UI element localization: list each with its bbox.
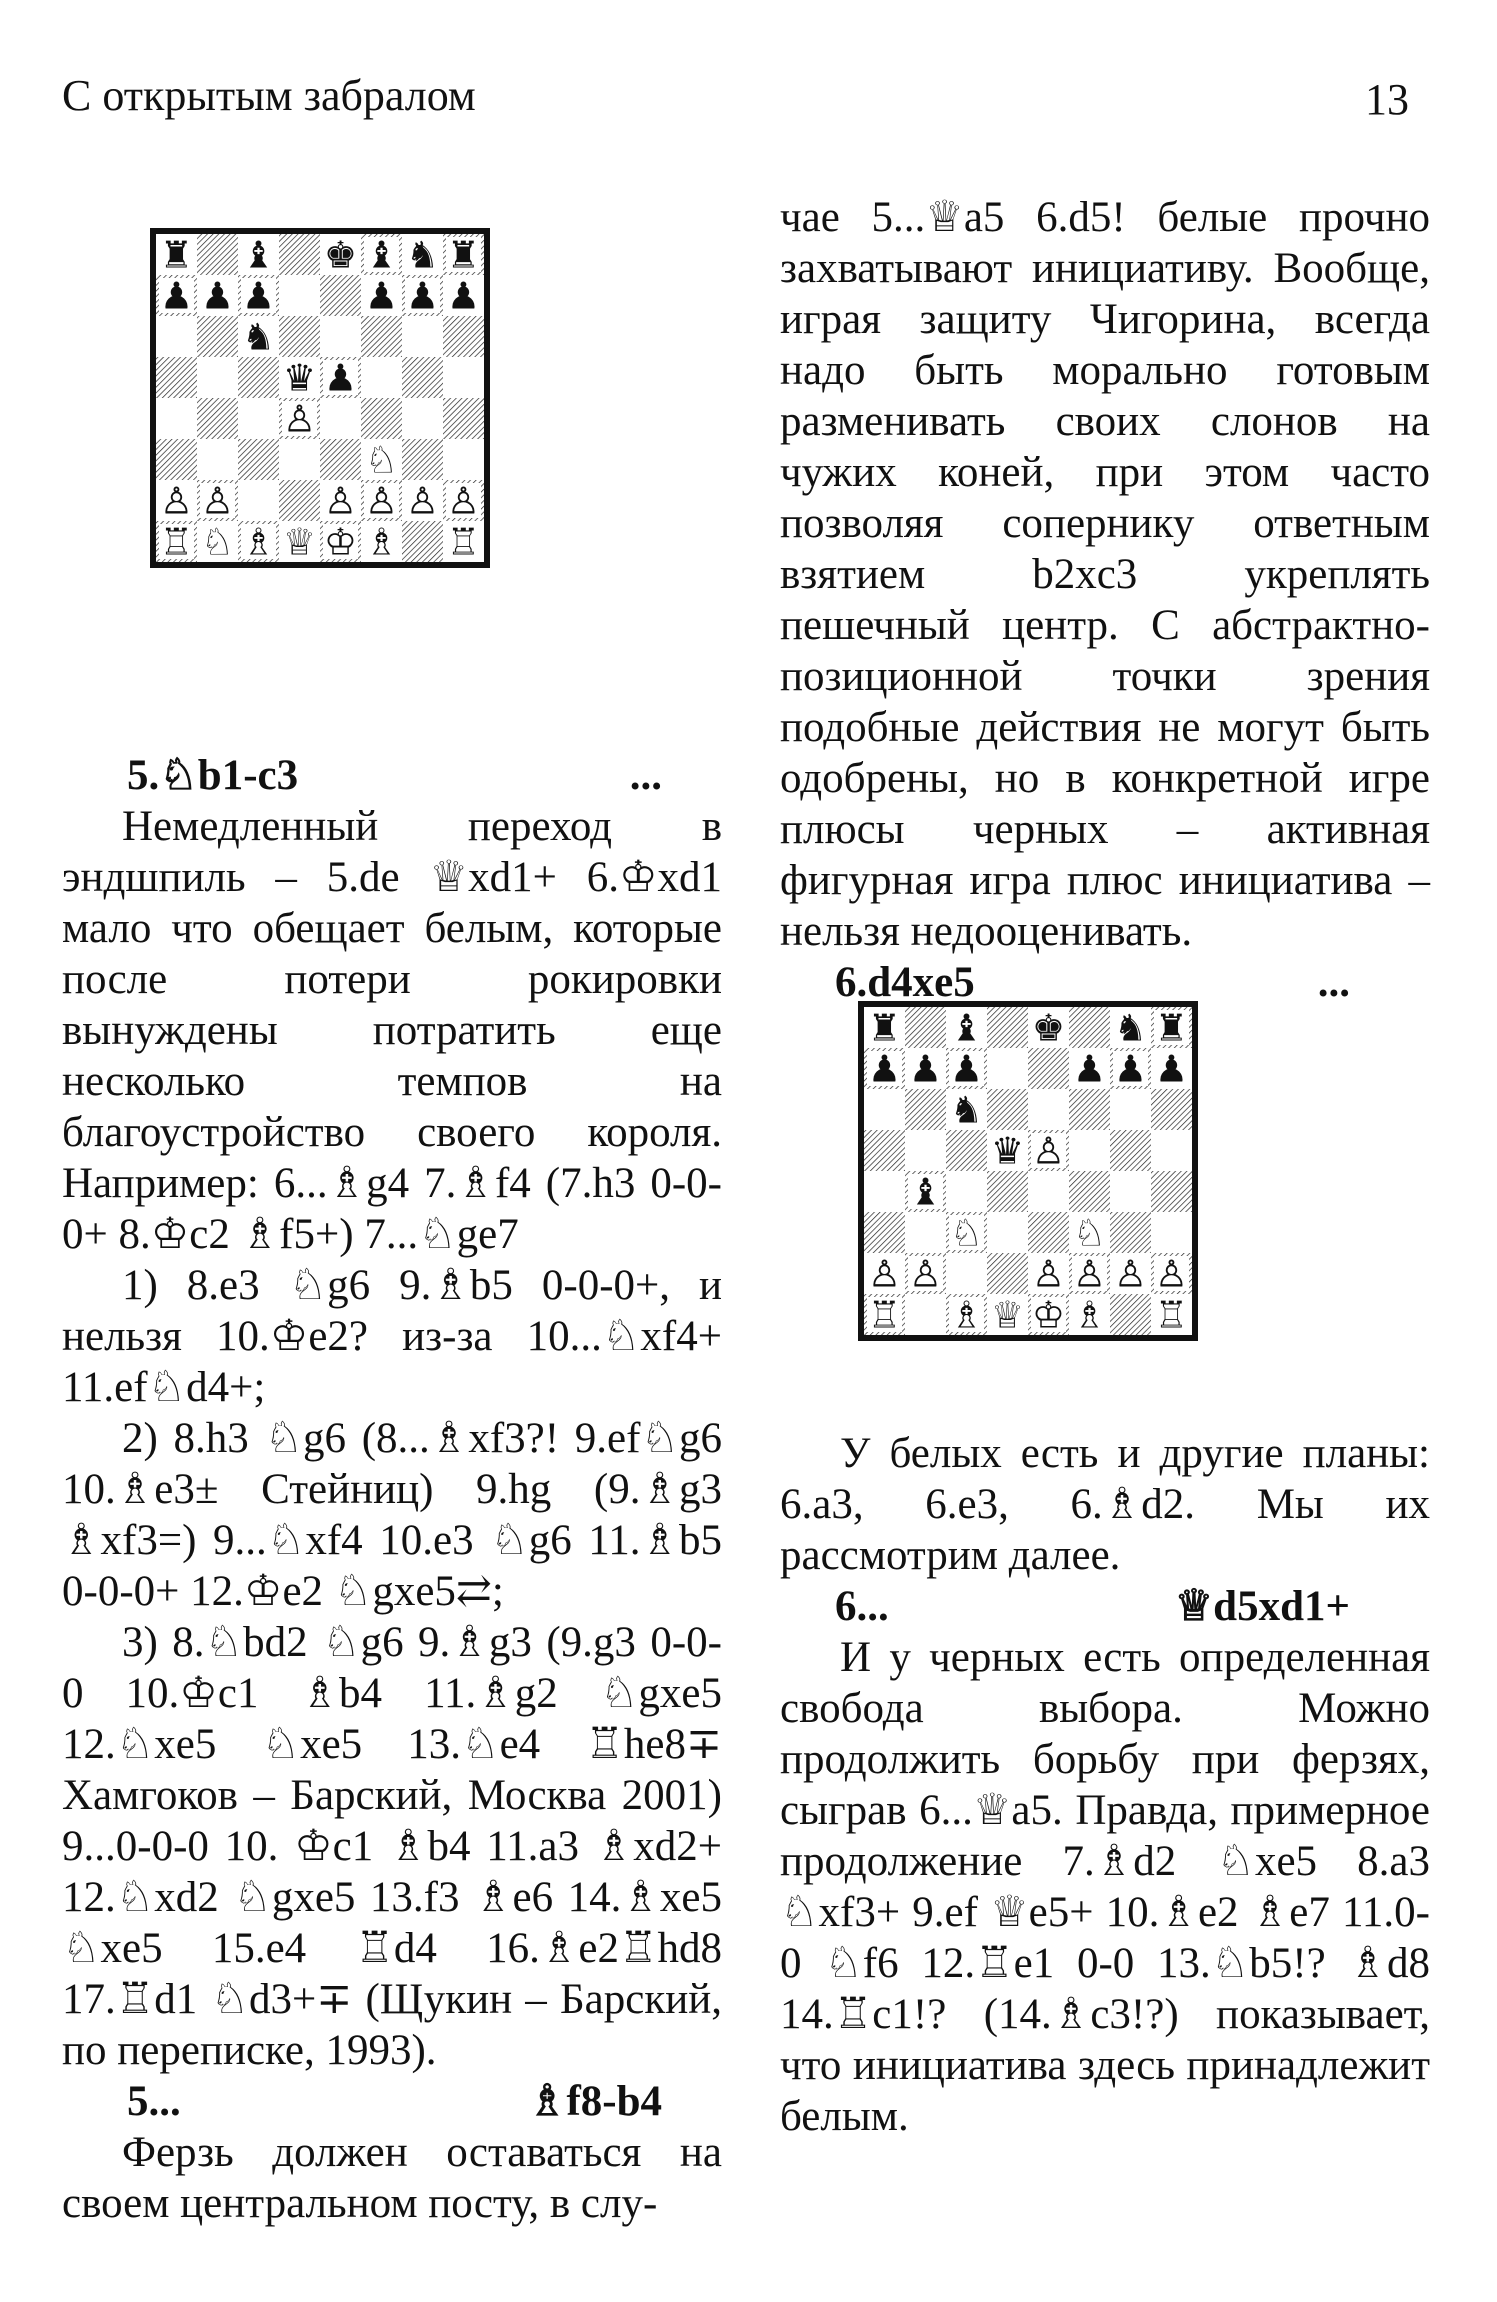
board-square <box>238 439 279 480</box>
white-pawn-icon: ♙ <box>908 1252 943 1296</box>
board-square <box>361 398 402 439</box>
board-square <box>197 357 238 398</box>
black-knight-icon: ♞ <box>949 1088 984 1132</box>
move-notation: ♗f8-b4 <box>527 2078 662 2125</box>
white-pawn-icon: ♙ <box>1031 1129 1066 1173</box>
black-bishop-icon: ♝ <box>241 234 276 277</box>
white-knight-icon: ♘ <box>1072 1211 1107 1255</box>
running-title: С открытым забралом <box>62 71 476 120</box>
board-square <box>156 439 197 480</box>
board-square <box>238 398 279 439</box>
white-pawn-icon: ♙ <box>200 479 235 523</box>
black-king-icon: ♚ <box>1031 1007 1066 1050</box>
board-square <box>279 439 320 480</box>
white-queen-icon: ♕ <box>282 520 317 562</box>
paragraph: У белых есть и другие планы: 6.a3, 6.e3, 6.♗d2. Мы их рассмотрим далее. <box>780 1430 1430 1579</box>
board-square <box>361 357 402 398</box>
board-square <box>402 398 443 439</box>
black-pawn-icon: ♟ <box>867 1047 902 1091</box>
board-square <box>197 234 238 275</box>
white-bishop-icon: ♗ <box>364 520 399 562</box>
board-square <box>197 316 238 357</box>
board-square <box>402 439 443 480</box>
move-notation: 6... <box>835 1583 889 1630</box>
board-square <box>156 398 197 439</box>
move-notation: 5.♘b1-c3 <box>127 752 299 799</box>
paragraph: Ферзь должен оставаться на своем центральном посту, в слу- <box>62 2129 722 2227</box>
board-square <box>443 398 484 439</box>
move-heading <box>780 957 1430 1008</box>
black-pawn-icon: ♟ <box>241 274 276 318</box>
board-square <box>402 357 443 398</box>
black-bishop-icon: ♝ <box>364 234 399 277</box>
move-heading <box>62 2076 722 2127</box>
board-square <box>156 357 197 398</box>
board-square <box>279 480 320 521</box>
black-knight-icon: ♞ <box>405 234 440 277</box>
board-square <box>156 316 197 357</box>
white-pawn-icon: ♙ <box>282 397 317 441</box>
move-notation: 5... <box>127 2078 181 2125</box>
board-square <box>279 234 320 275</box>
black-pawn-icon: ♟ <box>364 274 399 318</box>
board-square <box>320 398 361 439</box>
black-rook-icon: ♜ <box>1154 1007 1189 1050</box>
black-queen-icon: ♛ <box>990 1129 1025 1173</box>
move-heading <box>62 750 722 801</box>
white-king-icon: ♔ <box>323 520 358 562</box>
board-square <box>279 316 320 357</box>
paragraph: 2) 8.h3 ♘g6 (8...♗xf3?! 9.ef♘g6 10.♗e3± Стейниц) 9.hg (9.♗g3 ♗xf3=) 9...♘xf4 10.e3 ♘g6 11.♗b5 0-0-0+ 12.♔e2 ♘gxe5⇄; <box>62 1415 722 1615</box>
chess-diagram-1 <box>150 228 490 568</box>
white-rook-icon: ♖ <box>867 1293 902 1335</box>
black-bishop-icon: ♝ <box>908 1170 943 1214</box>
board-square <box>320 439 361 480</box>
paragraph: 3) 8.♘bd2 ♘g6 9.♗g3 (9.g3 0-0-0 10.♔c1 ♗b4 11.♗g2 ♘gxe5 12.♘xe5 ♘xe5 13.♘e4 ♖he8∓ Хамгоков – Барский, Москва 2001) 9...0-0-0 10. ♔c1 ♗b4 11.a3 ♗xd2+ 12.♘xd2 ♘gxe5 13.f3 ♗e6 14.♗xe5 ♘xe5 15.e4 ♖d4 16.♗e2♖hd8 17.♖d1 ♘d3+∓ (Щукин – Барский, по переписке, 1993). <box>62 1619 722 2074</box>
white-knight-icon: ♘ <box>364 438 399 482</box>
board-square <box>279 275 320 316</box>
black-pawn-icon: ♟ <box>1113 1047 1148 1091</box>
black-pawn-icon: ♟ <box>446 274 481 318</box>
move-heading <box>780 1581 1430 1632</box>
paragraph: Немедленный переход в эндшпиль – 5.de ♕xd1+ 6.♔xd1 мало что обещает белым, которые после потери рокировки вынуждены потратить еще несколько темпов на благоустройство своего короля. Например: 6...♗g4 7.♗f4 (7.h3 0-0-0+ 8.♔c2 ♗f5+) 7...♘ge7 <box>62 803 722 1258</box>
white-rook-icon: ♖ <box>446 520 481 562</box>
white-pawn-icon: ♙ <box>364 479 399 523</box>
white-pawn-icon: ♙ <box>1113 1252 1148 1296</box>
board-square <box>197 439 238 480</box>
white-bishop-icon: ♗ <box>949 1293 984 1335</box>
left-column <box>62 750 722 2229</box>
white-queen-icon: ♕ <box>990 1293 1025 1335</box>
board-square <box>361 316 402 357</box>
white-pawn-icon: ♙ <box>1031 1252 1066 1296</box>
white-pawn-icon: ♙ <box>323 479 358 523</box>
board-square <box>443 316 484 357</box>
black-pawn-icon: ♟ <box>1072 1047 1107 1091</box>
white-pawn-icon: ♙ <box>405 479 440 523</box>
white-pawn-icon: ♙ <box>1072 1252 1107 1296</box>
black-pawn-icon: ♟ <box>200 274 235 318</box>
white-pawn-icon: ♙ <box>867 1252 902 1296</box>
white-king-icon: ♔ <box>1031 1293 1066 1335</box>
right-column <box>780 192 1430 2142</box>
page-number: 13 <box>1365 75 1409 124</box>
white-pawn-icon: ♙ <box>1154 1252 1189 1296</box>
paragraph: И у черных есть определенная свобода выбора. Можно продолжить борьбу при ферзях, сыграв 6...♕a5. Правда, примерное продолжение 7.♗d2 ♘xe5 8.a3 ♘xf3+ 9.ef ♕e5+ 10.♗e2 ♗e7 11.0-0 ♘f6 12.♖e1 0-0 13.♘b5!? ♗d8 14.♖c1!? (14.♗c3!?) показывает, что инициатива здесь принадлежит белым. <box>780 1634 1430 2140</box>
white-bishop-icon: ♗ <box>1072 1293 1107 1335</box>
black-rook-icon: ♜ <box>867 1007 902 1050</box>
move-ellipsis: ... <box>629 752 662 799</box>
white-rook-icon: ♖ <box>1154 1293 1189 1335</box>
black-rook-icon: ♜ <box>159 234 194 277</box>
black-pawn-icon: ♟ <box>949 1047 984 1091</box>
black-pawn-icon: ♟ <box>323 356 358 400</box>
black-knight-icon: ♞ <box>1113 1007 1148 1050</box>
white-pawn-icon: ♙ <box>446 479 481 523</box>
black-rook-icon: ♜ <box>446 234 481 277</box>
white-knight-icon: ♘ <box>949 1211 984 1255</box>
paragraph: чае 5...♕a5 6.d5! белые прочно захватывают инициативу. Вообще, играя защиту Чигорина, всегда надо быть морально готовым разменивать своих слонов на чужих коней, при этом часто позволяя сопернику ответным взятием b2xc3 укреплять пешечный центр. С абстрактно-позиционной точки зрения подобные действия не могут быть одобрены, но в конкретной игре плюсы черных – активная фигурная игра плюс инициатива – нельзя недооценивать. <box>780 194 1430 955</box>
board-square <box>443 357 484 398</box>
black-pawn-icon: ♟ <box>405 274 440 318</box>
board-square <box>320 275 361 316</box>
black-queen-icon: ♛ <box>282 356 317 400</box>
white-pawn-icon: ♙ <box>159 479 194 523</box>
black-knight-icon: ♞ <box>241 315 276 359</box>
chess-board-1 <box>156 234 484 562</box>
move-ellipsis: ... <box>1317 959 1350 1006</box>
black-pawn-icon: ♟ <box>1154 1047 1189 1091</box>
white-bishop-icon: ♗ <box>241 520 276 562</box>
black-pawn-icon: ♟ <box>908 1047 943 1091</box>
board-square <box>402 521 443 562</box>
black-king-icon: ♚ <box>323 234 358 277</box>
board-square <box>402 316 443 357</box>
black-pawn-icon: ♟ <box>159 274 194 318</box>
board-square <box>238 480 279 521</box>
move-notation: ♕d5xd1+ <box>1174 1583 1350 1630</box>
board-square <box>320 316 361 357</box>
white-knight-icon: ♘ <box>200 520 235 562</box>
board-square <box>443 439 484 480</box>
paragraph: 1) 8.e3 ♘g6 9.♗b5 0-0-0+, и нельзя 10.♔e2? из-за 10...♘xf4+ 11.ef♘d4+; <box>62 1262 722 1411</box>
black-bishop-icon: ♝ <box>949 1007 984 1050</box>
board-square <box>197 398 238 439</box>
white-rook-icon: ♖ <box>159 520 194 562</box>
move-notation: 6.d4xe5 <box>835 959 975 1006</box>
diagram-space <box>780 1008 1430 1428</box>
board-square <box>238 357 279 398</box>
